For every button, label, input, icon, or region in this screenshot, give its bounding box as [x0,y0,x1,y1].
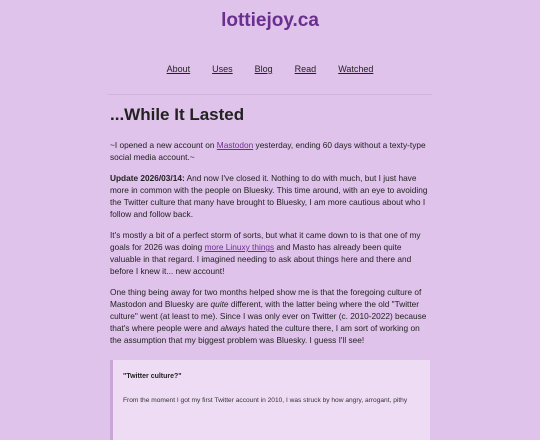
nav-link-read[interactable]: Read [294,64,317,74]
nav-link-uses[interactable]: Uses [212,64,233,74]
mastodon-link[interactable]: Mastodon [216,140,254,150]
nav-link-about[interactable]: About [166,64,191,74]
site-title[interactable]: lottiejoy.ca [221,10,319,31]
nav-link-blog[interactable]: Blog [254,64,273,74]
para3-part2: different, with the latter being where the old "Twitter culture" went (at least to me). Since I was only ever on Twitter (c. 2010-2022) because that's where people were and [110,299,427,333]
para2-text-before: It's mostly a bit of a perfect storm of sorts, but what it came down to is that one of my goals for 2026 was doing [110,230,421,252]
linux-paragraph [110,229,430,277]
callout-body: From the moment I got my first Twitter account in 2010, I was struck by how angry, arrogant, pithy [123,397,408,404]
update-text: And now I've closed it. Nothing to do with much, but I just have more in common with the people on Bluesky. This time around, with an eye to avoiding the Twitter culture that many have brought to Bluesky, I am more cautious about who I follow and follow back. [110,173,428,219]
nav-link-watched[interactable]: Watched [338,64,374,74]
intro-paragraph [110,139,430,163]
para3-em-quite: quite [210,299,229,309]
intro-text-after: yesterday, ending 60 days without a texty-type social media account.~ [110,140,426,162]
post-title: ...While It Lasted [110,105,245,124]
para3-part1: One thing being away for two months helped show me is that the foregoing culture of Mastodon and Bluesky are [110,287,422,309]
update-paragraph [110,172,430,220]
callout-title: "Twitter culture?" [123,373,182,380]
culture-paragraph [110,286,430,346]
intro-text-before: ~I opened a new account on [110,140,217,150]
para3-part3: hated the culture there, I am sort of working on the assumption that my biggest problem was Bluesky. I guess I'll see! [110,323,420,345]
para2-text-after: and Masto has already been quite valuable in that regard. I imagined needing to ask about things here and there and before I knew it... new account! [110,242,412,276]
linuxy-things-link[interactable]: more Linuxy things [204,242,275,252]
para3-em-always: always [220,323,246,333]
main-nav [0,63,540,75]
header-divider [108,94,432,95]
twitter-culture-callout [110,360,430,440]
post-content [110,104,430,440]
update-label: Update 2026/03/14: [110,173,185,183]
